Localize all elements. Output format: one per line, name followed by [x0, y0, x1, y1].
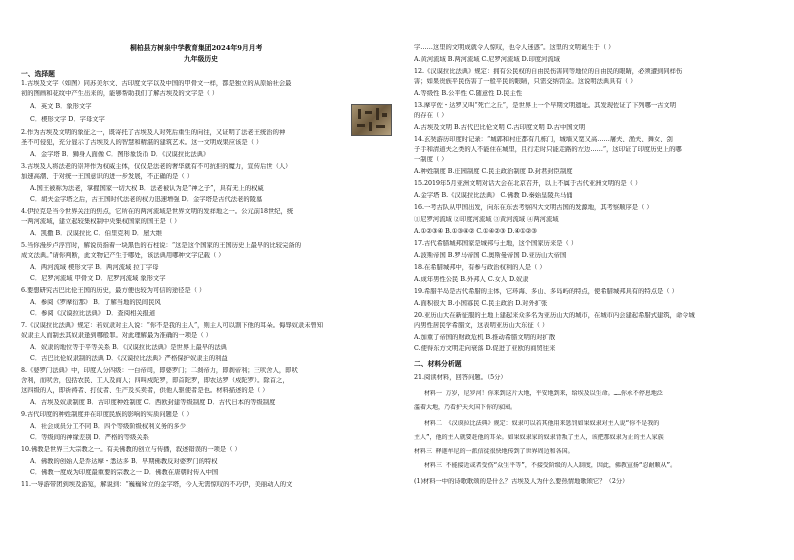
question-line: 一制度（ ） [414, 156, 448, 163]
option-line: A．社会成员分工不同 B．四个等级阶级权利义务的多少 [30, 423, 187, 430]
question-line: 16.一考古队从甲国出发，向东在东去考察四大文明古国的发源地，其考察顺序是（ ） [414, 204, 653, 211]
question-line: 3.古埃及人将法老的崇拜作为权威主体，仅仅是法老的奢华就有不可抗拒的魔力，宣传后世（人） [21, 163, 292, 170]
option-line: A．参阅《罗摩衍那》 B．了解当地的民间民风 [30, 299, 161, 306]
question-line: 21.阅读材料，回答问题。（5分） [414, 374, 507, 381]
option-line: A．金字塔 B．狮身人面像 C．图形象货币 D．《汉谟拉比法典》 [30, 151, 210, 158]
question-line: 初的图画和花纹中产生出来的，能够帮助我们了解古埃及的文字是（ ） [21, 90, 219, 97]
question-line: 14.玄奘游历印度时记录：“城郭和村庄都有几栋门，城墙又宽又高……屠夫、渔夫、舞女、刽 [414, 136, 673, 143]
question-line: 12.《汉谟拉比法典》规定：拥有公民权的自由民伤害同等地位的自由民的眼睛，必须遭到同样伤 [414, 68, 683, 75]
question-line: 1.古埃及文字（如图）同苏美尔文、古印度文字以及中国的甲骨文一样，都是独立的从原始社会最 [21, 80, 292, 87]
question-line: 的存在（ ） [414, 112, 448, 119]
option-line: C．等级间的神缘差别 D．严格的等级关系 [30, 434, 149, 441]
option-line: A．英文 B．象形文字 [30, 103, 92, 110]
question-line: 这四级的人，即祈祷者、打仗者、生产及买卖者，供他人驱使者是也。材料描述的是（ ） [21, 387, 269, 394]
material-line: 滥着大地，乃看护天火国下你的家园。 [414, 404, 517, 411]
question-line: 7.《汉谟拉比法典》规定：若奴隶对主人说：“你不是我的主人”，则主人可以割下他的耳朵。侮辱奴隶未曾知 [21, 322, 324, 329]
option-line: A.波斯帝国 B.罗马帝国 C.奥斯曼帝国 D.亚历山大帝国 [414, 252, 567, 259]
option-line: A.种姓制度 B.庄园制度 C.民主政治制度 D.封君封臣制度 [414, 168, 573, 175]
question-line: 舍利，而吠舍，包括农民、工人及商人；四叫戍陀罗，即首陀罗，即农达罗（戍陀罗）。除首之， [21, 377, 289, 384]
option-line: A.等级性 B.公平性 C.随意性 D.民主性 [414, 90, 523, 97]
question-line: 2.作为古埃及文明的象征之一，既寄托了古埃及人对死后重生的向往，又证明了法老王统治的神 [21, 129, 286, 136]
material-line: 材料一 万岁，尼罗河！你来到这片大地，平安地到来，给埃及以生命。……你永不停息地泛 [424, 390, 663, 397]
question-line: 11.一导游带团到埃及游览，解说到：“巍巍耸立的金字塔，今人无需惊叹的不巧伊，美丽动人的文 [21, 481, 293, 488]
question-line: (1)材料一中的诗歌歌颂的是什么？古埃及人为什么要热情地歌颂它？（2分） [414, 478, 629, 485]
option-line: A.成年男性公民 B.外邦人 C.女人 D.奴隶 [414, 276, 529, 283]
option-line: C．参阅《汉谟拉比法典》 D．查阅相关报道 [30, 310, 156, 317]
option-line: A．佛教的创始人是乔达摩・悉达多 B．早期佛教反对婆罗门的特权 [30, 458, 218, 465]
question-line: 圣不可侵犯，充分显示了古埃及人的智慧和精湛的建筑艺术。这一文明成果应该是（ ） [21, 139, 263, 146]
question-line: 17.古代希腊城邦国家是城邦与土地，这个国家历来是（ ） [414, 240, 578, 247]
material-line: 材料三 不能接近或者受伤“众生平等”，不接受阶级的人人制度，因此，佛教宣扬“忍耐顺从”。 [424, 462, 677, 469]
question-line: 5.当你漫步卢浮宫时，解说员指着一块黑色的石柱说：“这是这个国家的王国历史上最早的比较完备的 [21, 242, 301, 249]
exam-title: 桐柏县方树泉中学教育集团2024年9月月考 [130, 44, 263, 52]
material-line: 材料二 《汉谟拉比法典》规定：奴隶可以若其他用来惩罚如果奴隶对主人说“你不是我的 [424, 420, 660, 427]
question-line: 奴隶主人而制去其奴隶逢到哪般罪。对此理解最为准确的一项是（ ） [21, 332, 212, 339]
question-line: 15.2019年5月亚洲文明对话大会在北京召开，以上不属于古代亚洲文明的是（ ） [414, 180, 642, 187]
question-line: 6.要想研究古巴比伦王国的历史，最方便也较为可信的途径是（ ） [21, 287, 206, 294]
option-line: ①尼罗河流域 ②印度河流域 ③黄河流域 ④两河流域 [414, 216, 559, 223]
option-line: C．佛教一度成为印度最重要的宗教之一 D．佛教在唐朝时传入中国 [30, 469, 219, 476]
option-line: A.国王被称为法老，掌握国家一切大权 B．法老被认为是“神之子”，具有无上的权威 [30, 185, 264, 192]
option-line: A．奴隶的地位等于平等关系 B．《汉谟拉比法典》是世界上最早的法典 [30, 344, 227, 351]
question-line: 内男性居民学希腊文，这表明亚历山大东征（ ） [414, 322, 549, 329]
question-line: 18.在希腊城邦中，有参与政治权利的人是（ ） [414, 264, 546, 271]
question-line: 字……这里的文明成就令人惊叹，也令人迷惑”。这里的文明诞生于（ ） [414, 44, 615, 51]
question-line: 19.希腊半岛是古代希腊的主体，它环海、多山、多岛屿的特点，使希腊城邦具有的特点是（ ） [414, 288, 678, 295]
option-line: C．古巴比伦奴隶制的法典 D．《汉谟拉比法典》严格保护奴隶主的利益 [30, 355, 228, 362]
section-heading: 一、选择题 [21, 70, 55, 78]
right-column [400, 0, 794, 560]
option-line: A．凯撒 B．汉谟拉比 C．伯里克利 D．屋大维 [30, 230, 163, 237]
option-line: A.面积很大 B.小国寡民 C.民主政治 D.对外扩张 [414, 300, 548, 307]
option-line: A.金字塔 B.《汉谟拉比法典》 C.佛教 D.秦始皇陵兵马俑 [414, 192, 573, 199]
question-line: 9.古代印度的种姓制度并在印度民族的影响的实质问题是（ ） [21, 411, 193, 418]
option-line: C.使得东方文明走向衰落 D.促进了亚欧的商贸往来 [414, 345, 556, 352]
material-line: 主人”，他的主人就要赶他的耳朵。如果奴隶家的奴隶背叛了主人，该把那奴隶为止的主人家族 [414, 434, 664, 441]
material-line: 材料三 释迦牟尼的一派信徒很快地传到了世界周边和各国。 [414, 448, 574, 455]
option-line: A.①②③④ B.①③④② C.①④②③ D.④①②③ [414, 228, 537, 235]
question-line: 10.佛教是世界三大宗教之一。有关佛教的创立与传播，叙述错误的一项是（ ） [21, 446, 241, 453]
option-line: A．古埃及奴隶制度 B．古印度种姓制度 C．西欧封建等级制度 D．古代日本的等级制度 [30, 399, 276, 406]
option-line: A.加重了帝国的财政危机 B.推动希腊文明的对扩散 [414, 334, 556, 341]
option-line: A．两河流域 楔形文字 B．两河流域 拉丁字母 [30, 264, 159, 271]
question-line: 4.伊拉克是当今世界关注的焦点，它所在的两河流域是世界文明的发祥地之一。公元前18世纪，统 [21, 208, 294, 215]
question-line: 子手和清道夫之类的人不能住在城里，且行走时只能走路的左边……”，这印证了印度历史上的哪 [414, 146, 682, 153]
question-line: 成文法典。”请你判断，此文物记产生于哪处，该法典用哪种文字记载（ ） [21, 252, 225, 259]
exam-subtitle: 九年级历史 [184, 55, 218, 63]
question-line: 13.摩亨佐・达罗又叫“死亡之丘”，是世界上一个早期文明遗址。其发现佐证了下列哪一古文明 [414, 102, 677, 109]
option-line: C．楔形文字 D．字母文字 [30, 116, 105, 123]
option-line: A.古埃及文明 B.古代巴比伦文明 C.古印度文明 D.古中国文明 [414, 124, 586, 131]
option-line: C．胡夫金字塔之后，古王国时代法老的权力迅速增强 D．金字塔是古代法老的陵墓 [30, 196, 263, 203]
option-line: A.黄河流域 B.两河流域 C.尼罗河流域 D.印度河流域 [414, 56, 560, 63]
question-line: 一两河流域，建立起较集权制中央集权国家的国王是（ ） [21, 218, 181, 225]
question-line: 20.亚历山大在新征服的土地上建起来众多名为亚历山大的城市，在城市内会建起希腊式建筑，命令城 [414, 312, 695, 319]
option-line: C．尼罗河流域 甲骨文 D．尼罗河流域 象形文字 [30, 275, 166, 282]
question-line: 8.《婆罗门法典》中，印度人分四级：一白帝司，即婆罗门；二刹帝力，即刹帝利；三吠舍人，即吠 [21, 367, 298, 374]
section-heading: 二、材料分析题 [414, 360, 462, 368]
question-line: 加速高潮、于对统一王国意识的进一步发展，不正确的是（ ） [21, 173, 194, 180]
question-line: 害；如果贵族平民伤害了一般平民的眼睛，只需交纳罚金。这说明法典具有（ ） [414, 78, 637, 85]
